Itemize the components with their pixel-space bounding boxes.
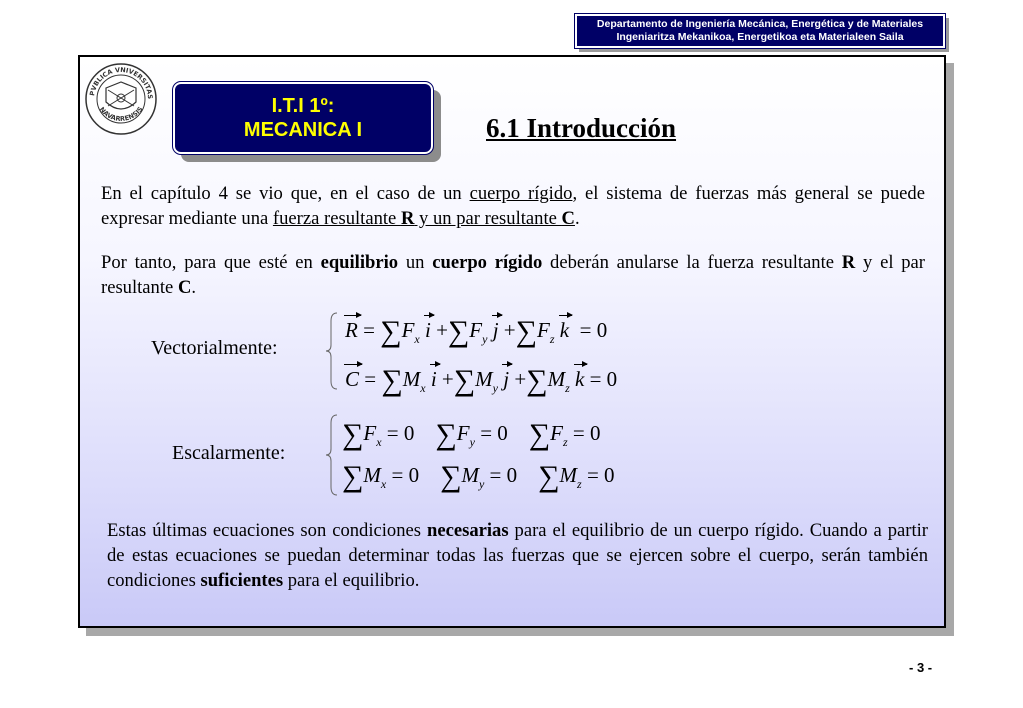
zero-value: 0 — [596, 318, 608, 342]
vectorial-label: Vectorialmente: — [151, 337, 278, 359]
sum-icon: ∑ — [528, 418, 551, 451]
unit-vector: k — [574, 367, 585, 391]
paragraph-conditions — [107, 518, 928, 593]
zero-value: 0 — [590, 421, 601, 445]
moment-scalar-equations: $\sum M_x = 0$ $\sum M_y = 0$ $\sum M_z = 0$ — [342, 460, 615, 493]
scalar-brace — [325, 413, 339, 497]
text-run: deberán anularse la fuerza resultante — [542, 252, 842, 273]
university-seal-icon — [84, 62, 158, 136]
paragraph-rigid-body — [101, 181, 925, 231]
paragraph-equilibrium — [101, 250, 925, 300]
moment-vector-equation: $C = \sum M_x$ $i +\sum M_y$ $j +\sum M_z$ k = 0 — [345, 364, 618, 397]
zero-value: 0 — [403, 421, 415, 445]
sum-icon: ∑ — [381, 364, 403, 397]
zero-value: 0 — [604, 463, 615, 487]
zero-value: 0 — [506, 463, 518, 487]
text-run: para el equilibrio de un cuerpo rígido. Cuando a partir de estas ecuaciones se puedan determinar todas las fuerzas que se ejercen sobre el cuerpo, serán también condiciones — [107, 520, 928, 591]
term-symbol: M — [363, 463, 381, 487]
subscript: y — [469, 435, 475, 449]
term-symbol: F — [456, 421, 470, 445]
subscript: x — [414, 332, 420, 346]
text-run: . — [191, 277, 197, 298]
term-symbol: F — [537, 318, 550, 342]
bold-term: cuerpo rígido — [432, 252, 543, 273]
sum-icon: ∑ — [342, 460, 364, 493]
unit-vector: j — [492, 318, 499, 342]
equals-sign: = — [363, 318, 375, 342]
term-symbol: M — [547, 367, 566, 391]
subscript: z — [577, 477, 582, 491]
section-title: 6.1 Introducción — [486, 113, 677, 143]
bold-term: suficientes — [200, 570, 284, 591]
vector-symbol: R — [345, 318, 358, 342]
resultant-force-symbol: R — [400, 208, 415, 229]
sum-icon: ∑ — [342, 418, 364, 451]
sum-icon: ∑ — [447, 315, 470, 348]
vector-symbol: C — [345, 367, 360, 391]
text-run: para el equilibrio. — [283, 570, 420, 591]
resultant-couple-symbol: C — [561, 208, 575, 229]
vectorial-brace — [325, 311, 339, 391]
unit-vector: i — [430, 367, 437, 391]
force-vector-equation: $R = \sum F_x$ $i +\sum F_y$ $j +\sum F_z$ k = 0 — [345, 315, 608, 348]
text-run: y el par resultante — [101, 252, 925, 298]
department-name-eu: Ingeniaritza Mekanikoa, Energetikoa eta Materialeen Saila — [616, 31, 904, 43]
department-name-es: Departamento de Ingeniería Mecánica, Energética y de Materiales — [596, 18, 924, 30]
zero-value: 0 — [606, 367, 618, 391]
term-symbol: F — [469, 318, 483, 342]
subscript: x — [420, 381, 426, 395]
term-symbol: M — [559, 463, 578, 487]
text-run: Estas últimas ecuaciones son condiciones — [107, 520, 427, 541]
department-banner — [575, 14, 945, 48]
sum-icon: ∑ — [440, 460, 462, 493]
equals-sign: = — [364, 367, 377, 391]
underlined-term: y un par resultante — [414, 208, 562, 229]
sum-icon: ∑ — [453, 364, 476, 397]
subscript: y — [478, 477, 485, 491]
sum-icon: ∑ — [526, 364, 548, 397]
underlined-term: fuerza resultante — [272, 208, 401, 229]
svg-text:NAVARRENSIS: NAVARRENSIS — [97, 105, 145, 123]
text-run: Por tanto, para que esté en — [101, 252, 321, 273]
bold-term: necesarias — [426, 520, 509, 541]
term-symbol: F — [401, 318, 415, 342]
text-run: . — [574, 208, 580, 229]
text-run: En el capítulo 4 se vio que, en el caso de un — [101, 183, 470, 204]
term-symbol: F — [363, 421, 377, 445]
zero-value: 0 — [497, 421, 508, 445]
term-symbol: M — [402, 367, 421, 391]
unit-vector: j — [503, 367, 510, 391]
bold-term: C — [177, 277, 192, 298]
sum-icon: ∑ — [515, 315, 538, 348]
bold-term: equilibrio — [320, 252, 399, 273]
text-run: un — [398, 252, 433, 273]
course-name: MECANICA I — [243, 119, 363, 141]
subscript: x — [380, 477, 387, 491]
sum-icon: ∑ — [380, 315, 402, 348]
force-scalar-equations: $\sum F_x = 0$ $\sum F_y = 0$ $\sum F_z = 0$ — [342, 418, 601, 451]
scalar-label: Escalarmente: — [172, 442, 286, 464]
subscript: y — [482, 332, 488, 346]
subscript: z — [549, 332, 555, 346]
unit-vector: k — [559, 318, 570, 342]
term-symbol: F — [550, 421, 563, 445]
svg-text:PVBLICA VNIVERSITAS: PVBLICA VNIVERSITAS — [88, 65, 155, 100]
page-number: - 3 - — [909, 660, 933, 675]
course-box — [173, 82, 433, 154]
text-run: , el sistema de fuerzas más general se puede expresar mediante una — [101, 183, 925, 229]
underlined-term: cuerpo rígido — [469, 183, 573, 204]
term-symbol: M — [461, 463, 479, 487]
subscript: y — [492, 381, 498, 395]
bold-term: R — [841, 252, 856, 273]
subscript: z — [565, 381, 570, 395]
course-level: I.T.I 1º: — [271, 95, 335, 117]
sum-icon: ∑ — [538, 460, 560, 493]
subscript: z — [563, 435, 568, 449]
term-symbol: M — [475, 367, 493, 391]
unit-vector: i — [424, 318, 431, 342]
subscript: x — [376, 435, 382, 449]
zero-value: 0 — [408, 463, 420, 487]
sum-icon: ∑ — [435, 418, 457, 451]
